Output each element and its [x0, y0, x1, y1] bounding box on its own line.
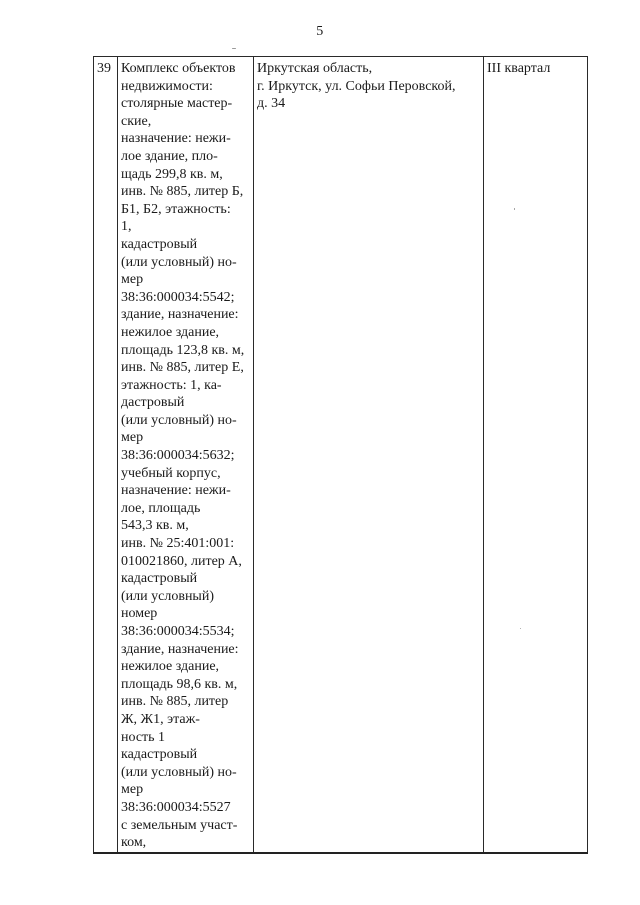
object-description-line: 38:36:000034:5534;	[121, 624, 235, 639]
property-table	[93, 56, 588, 854]
object-description-line: площадь 98,6 кв. м,	[121, 676, 238, 692]
object-description-line: мер	[121, 272, 144, 288]
object-description-line: кадастровый	[121, 236, 198, 252]
object-description-line: 38:36:000034:5527	[121, 799, 231, 815]
object-description-line: щадь 299,8 кв. м,	[121, 166, 223, 182]
object-description-line: 38:36:000034:5542;	[121, 289, 235, 305]
object-description-line: недвижимости:	[121, 78, 213, 94]
object-description-line: номер	[121, 606, 158, 622]
object-description-line: лое, площадь	[121, 500, 201, 516]
object-description-line: с земельным участ-	[121, 817, 238, 833]
object-description-cell	[118, 57, 254, 853]
address-cell	[254, 57, 484, 853]
object-description-line: инв. № 885, литер Е,	[121, 360, 244, 376]
object-description-line: 010021860, литер А,	[121, 553, 242, 569]
scan-speck	[232, 48, 236, 49]
object-description-line: мер	[121, 430, 144, 446]
object-description-line: инв. № 885, литер	[121, 694, 229, 710]
object-description-line: лое здание, пло-	[121, 148, 218, 164]
object-description-line: дастровый	[121, 395, 185, 411]
object-description-line: мер	[121, 782, 144, 798]
object-description-line: (или условный) но-	[121, 254, 237, 270]
object-description-line: площадь 123,8 кв. м,	[121, 342, 245, 358]
object-description-line: столярные мастер-	[121, 96, 233, 112]
address-line: Иркутская область,	[257, 61, 373, 76]
page-number: 5	[316, 24, 324, 39]
object-description-line: Ж, Ж1, этаж-	[121, 711, 200, 727]
object-description-line: назначение: нежи-	[121, 131, 231, 147]
object-description-line: Б1, Б2, этажность:	[121, 201, 231, 217]
object-description-line: 543,3 кв. м,	[121, 518, 189, 534]
object-description-line: здание, назначение:	[121, 641, 239, 657]
object-description-line: нежилое здание,	[121, 659, 220, 675]
object-description-line: учебный корпус,	[121, 465, 221, 481]
object-description-line: (или условный) но-	[121, 412, 237, 428]
object-description-line: 1,	[121, 219, 132, 235]
object-description-line: (или условный) но-	[121, 764, 237, 780]
address-line: г. Иркутск, ул. Софьи Перовской,	[257, 78, 456, 94]
object-description-line: здание, назначение:	[121, 307, 239, 323]
address	[257, 60, 480, 113]
address-line: д. 34	[257, 96, 286, 112]
object-description-line: ком,	[121, 835, 147, 851]
object-description-line: кадастровый	[121, 747, 198, 763]
object-description-line: инв. № 25:401:001:	[121, 536, 235, 552]
object-description-line: нежилое здание,	[121, 324, 220, 340]
term-cell: III квартал	[484, 57, 588, 853]
object-description-line: 38:36:000034:5632;	[121, 448, 235, 464]
object-description-line: кадастровый	[121, 571, 198, 587]
object-description-line: этажность: 1, ка-	[121, 377, 222, 393]
object-description	[121, 60, 250, 852]
object-description-line: ность 1	[121, 729, 166, 745]
object-description-line: ские,	[121, 113, 152, 129]
table-row	[94, 57, 588, 853]
object-description-line: инв. № 885, литер Б,	[121, 184, 244, 200]
row-number-cell: 39	[94, 57, 118, 853]
object-description-line: Комплекс объектов	[121, 61, 236, 76]
object-description-line: (или условный)	[121, 588, 214, 604]
object-description-line: назначение: нежи-	[121, 483, 231, 499]
